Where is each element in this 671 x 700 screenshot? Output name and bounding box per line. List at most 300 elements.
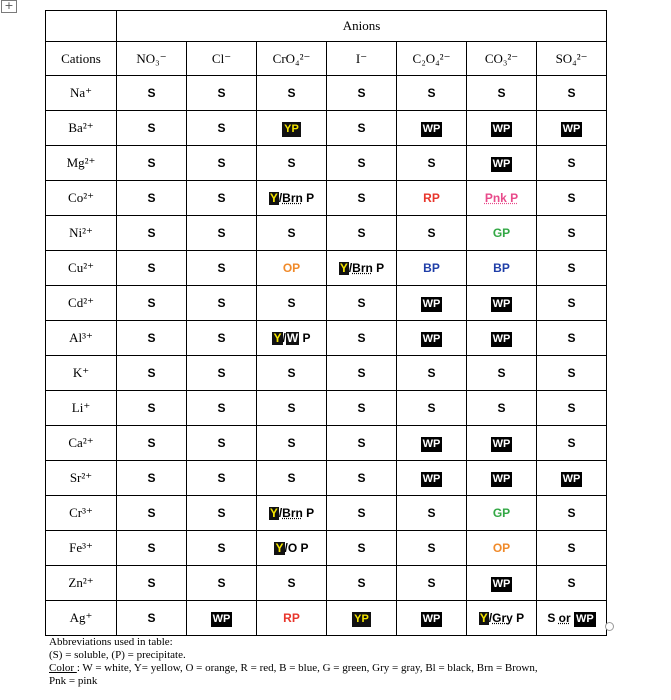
table-row bbox=[46, 251, 607, 286]
yellow-box: Y bbox=[273, 331, 282, 345]
table-cell bbox=[187, 146, 257, 181]
table-cell bbox=[467, 111, 537, 146]
soluble-mark: S bbox=[217, 576, 226, 590]
soluble-mark: S bbox=[567, 261, 576, 275]
slash: /O P bbox=[284, 541, 309, 555]
soluble-mark: S bbox=[147, 296, 156, 310]
slash: / bbox=[278, 506, 283, 520]
yellow-orange-precipitate-mark bbox=[274, 541, 308, 555]
white-precipitate-mark: WP bbox=[422, 298, 441, 310]
table-header-group-row bbox=[46, 11, 607, 42]
soluble-mark: S bbox=[217, 156, 226, 170]
soluble-mark: S bbox=[287, 401, 296, 415]
table-cell bbox=[187, 216, 257, 251]
cation-label: Sr²⁺ bbox=[46, 461, 117, 496]
table-cell bbox=[187, 181, 257, 216]
soluble-mark: S bbox=[217, 86, 226, 100]
blue-precipitate-mark: BP bbox=[493, 261, 510, 275]
soluble-mark: S bbox=[427, 156, 436, 170]
table-cell bbox=[327, 76, 397, 111]
table-cell bbox=[257, 111, 327, 146]
table-cell bbox=[187, 601, 257, 636]
cation-label: Mg²⁺ bbox=[46, 146, 117, 181]
yellow-brown-precipitate-mark bbox=[339, 261, 384, 275]
soluble-mark: S bbox=[567, 366, 576, 380]
precipitate-label: P bbox=[512, 611, 525, 625]
table-cell bbox=[397, 391, 467, 426]
table-cell bbox=[187, 111, 257, 146]
white-precipitate-mark: WP bbox=[422, 333, 441, 345]
soluble-or-white-precipitate-mark bbox=[547, 611, 595, 625]
table-cell bbox=[257, 181, 327, 216]
anion-header: CO₃²⁻ bbox=[467, 42, 537, 76]
cation-label: Ca²⁺ bbox=[46, 426, 117, 461]
table-cell bbox=[537, 111, 607, 146]
soluble-mark: S bbox=[567, 436, 576, 450]
table-cell bbox=[467, 216, 537, 251]
white-box: W bbox=[286, 331, 299, 345]
white-precipitate-mark: WP bbox=[492, 298, 511, 310]
table-cell bbox=[327, 216, 397, 251]
soluble-mark: S bbox=[357, 191, 366, 205]
table-cell bbox=[327, 181, 397, 216]
table-cell bbox=[257, 601, 327, 636]
cation-label: K⁺ bbox=[46, 356, 117, 391]
table-cell bbox=[467, 251, 537, 286]
soluble-mark: S bbox=[217, 226, 226, 240]
soluble-mark: S bbox=[357, 156, 366, 170]
table-cell bbox=[397, 146, 467, 181]
table-row bbox=[46, 601, 607, 636]
soluble-mark: S bbox=[217, 401, 226, 415]
anion-header: SO₄²⁻ bbox=[537, 42, 607, 76]
table-cell bbox=[187, 251, 257, 286]
table-row bbox=[46, 356, 607, 391]
table-cell bbox=[467, 601, 537, 636]
white-precipitate-mark: WP bbox=[492, 438, 511, 450]
cation-label: Cd²⁺ bbox=[46, 286, 117, 321]
anion-header: C₂O₄²⁻ bbox=[397, 42, 467, 76]
red-precipitate-mark: RP bbox=[283, 611, 300, 625]
white-precipitate-mark: WP bbox=[422, 473, 441, 485]
table-cell bbox=[117, 216, 187, 251]
orange-precipitate-mark: OP bbox=[492, 541, 511, 555]
soluble-mark: S bbox=[217, 366, 226, 380]
table-cell bbox=[327, 461, 397, 496]
table-cell bbox=[397, 566, 467, 601]
yellow-box: Y bbox=[269, 191, 278, 205]
soluble-mark: S bbox=[217, 541, 226, 555]
gray-label: Gry bbox=[492, 611, 513, 625]
table-cell bbox=[397, 76, 467, 111]
table-cell bbox=[327, 321, 397, 356]
brown-label: Brn bbox=[282, 191, 303, 205]
table-cell bbox=[537, 146, 607, 181]
table-cell bbox=[467, 286, 537, 321]
yellow-precipitate-mark: YP bbox=[354, 613, 369, 625]
green-precipitate-mark: GP bbox=[492, 226, 511, 240]
table-cell bbox=[327, 566, 397, 601]
table-cell bbox=[327, 146, 397, 181]
soluble-mark: S bbox=[217, 436, 226, 450]
soluble-mark: S bbox=[287, 366, 296, 380]
soluble-mark: S bbox=[147, 121, 156, 135]
table-cell bbox=[327, 251, 397, 286]
table-cell bbox=[257, 216, 327, 251]
notes-pink: Pnk = pink bbox=[49, 675, 98, 687]
soluble-mark: S bbox=[427, 541, 436, 555]
cation-label: Ba²⁺ bbox=[46, 111, 117, 146]
soluble-mark: S bbox=[147, 401, 156, 415]
slash: / bbox=[278, 191, 283, 205]
cation-label: Ni²⁺ bbox=[46, 216, 117, 251]
table-cell bbox=[537, 321, 607, 356]
table-row bbox=[46, 286, 607, 321]
table-cell bbox=[187, 566, 257, 601]
soluble-mark: S bbox=[147, 331, 156, 345]
table-cell bbox=[467, 531, 537, 566]
cation-label: Li⁺ bbox=[46, 391, 117, 426]
soluble-mark: S bbox=[567, 156, 576, 170]
soluble-mark: S bbox=[427, 226, 436, 240]
soluble-mark: S bbox=[497, 366, 506, 380]
table-cell bbox=[467, 146, 537, 181]
anion-header: Cl⁻ bbox=[187, 42, 257, 76]
white-precipitate-mark: WP bbox=[492, 473, 511, 485]
table-cell bbox=[187, 391, 257, 426]
table-cell bbox=[397, 531, 467, 566]
table-cell bbox=[117, 356, 187, 391]
red-precipitate-mark: RP bbox=[423, 191, 440, 205]
cation-label: Co²⁺ bbox=[46, 181, 117, 216]
blue-precipitate-mark: BP bbox=[423, 261, 440, 275]
table-cell bbox=[327, 601, 397, 636]
table-cell bbox=[257, 251, 327, 286]
notes-heading: Abbreviations used in table: bbox=[49, 636, 173, 648]
soluble-mark: S bbox=[357, 576, 366, 590]
corner-cell bbox=[46, 11, 117, 42]
soluble-mark: S bbox=[357, 86, 366, 100]
soluble-mark: S bbox=[567, 331, 576, 345]
table-cell bbox=[537, 76, 607, 111]
table-cell bbox=[327, 391, 397, 426]
table-cell bbox=[117, 496, 187, 531]
yellow-white-precipitate-mark bbox=[272, 331, 310, 345]
table-cell bbox=[397, 111, 467, 146]
cation-label: Fe³⁺ bbox=[46, 531, 117, 566]
table-cell bbox=[117, 181, 187, 216]
table-row bbox=[46, 216, 607, 251]
soluble-mark: S bbox=[567, 191, 576, 205]
table-row bbox=[46, 426, 607, 461]
soluble-mark: S bbox=[287, 296, 296, 310]
slash: / bbox=[488, 611, 493, 625]
soluble-mark: S bbox=[567, 506, 576, 520]
slash: / bbox=[348, 261, 353, 275]
table-cell bbox=[467, 391, 537, 426]
soluble-mark: S bbox=[147, 261, 156, 275]
soluble-mark: S bbox=[567, 226, 576, 240]
table-cell bbox=[187, 321, 257, 356]
table-cell bbox=[397, 216, 467, 251]
soluble-mark: S bbox=[147, 86, 156, 100]
table-cell bbox=[467, 321, 537, 356]
table-cell bbox=[537, 356, 607, 391]
cations-label: Cations bbox=[46, 42, 117, 76]
table-cell bbox=[257, 76, 327, 111]
white-precipitate-mark: WP bbox=[492, 158, 511, 170]
soluble-mark: S bbox=[287, 156, 296, 170]
table-cell bbox=[397, 461, 467, 496]
table-row bbox=[46, 111, 607, 146]
abbreviation-notes bbox=[49, 636, 629, 688]
yellow-box: Y bbox=[269, 506, 278, 520]
table-cell bbox=[537, 216, 607, 251]
table-cell bbox=[187, 356, 257, 391]
table-cell bbox=[327, 111, 397, 146]
soluble-mark: S bbox=[147, 156, 156, 170]
soluble-mark: S bbox=[287, 86, 296, 100]
table-cell bbox=[327, 286, 397, 321]
table-cell bbox=[257, 496, 327, 531]
table-cell bbox=[537, 461, 607, 496]
table-cell bbox=[117, 76, 187, 111]
table-cell bbox=[397, 321, 467, 356]
soluble-mark: S bbox=[147, 436, 156, 450]
table-row bbox=[46, 531, 607, 566]
notes-color-legend: : W = white, Y= yellow, O = orange, R = red, B = blue, G = green, Gry = gray, Bl = black, Brn = Brown, bbox=[76, 662, 538, 674]
precipitate-label: P bbox=[372, 261, 385, 275]
table-cell bbox=[327, 496, 397, 531]
soluble-mark: S bbox=[567, 576, 576, 590]
table-cell bbox=[117, 601, 187, 636]
table-cell bbox=[257, 531, 327, 566]
soluble-mark: S bbox=[217, 261, 226, 275]
soluble-mark: S bbox=[357, 541, 366, 555]
table-cell bbox=[327, 356, 397, 391]
precipitate-label: P bbox=[302, 506, 315, 520]
table-cell bbox=[187, 496, 257, 531]
table-cell bbox=[537, 531, 607, 566]
table-cell bbox=[187, 286, 257, 321]
solubility-table bbox=[45, 10, 607, 636]
soluble-mark: S bbox=[217, 121, 226, 135]
soluble-mark: S bbox=[217, 471, 226, 485]
table-cell bbox=[397, 356, 467, 391]
table-cell bbox=[117, 461, 187, 496]
table-cell bbox=[537, 601, 607, 636]
soluble-mark: S bbox=[287, 226, 296, 240]
soluble-mark: S bbox=[147, 366, 156, 380]
soluble-mark: S bbox=[217, 506, 226, 520]
cation-label: Ag⁺ bbox=[46, 601, 117, 636]
table-cell bbox=[327, 531, 397, 566]
soluble-mark: S bbox=[147, 471, 156, 485]
table-cell bbox=[537, 496, 607, 531]
table-cell bbox=[117, 286, 187, 321]
table-cell bbox=[257, 321, 327, 356]
table-cell bbox=[467, 461, 537, 496]
table-cell bbox=[257, 286, 327, 321]
table-cell bbox=[467, 426, 537, 461]
table-cell bbox=[117, 321, 187, 356]
table-cell bbox=[257, 566, 327, 601]
soluble-mark: S bbox=[147, 191, 156, 205]
table-cell bbox=[187, 76, 257, 111]
soluble-mark: S bbox=[357, 471, 366, 485]
notes-color-label: Color bbox=[49, 662, 77, 674]
table-row bbox=[46, 566, 607, 601]
slash: / bbox=[282, 331, 286, 345]
precipitate-label: P bbox=[302, 191, 315, 205]
white-precipitate-mark: WP bbox=[576, 613, 594, 625]
white-precipitate-mark: WP bbox=[492, 578, 511, 590]
table-cell bbox=[257, 356, 327, 391]
soluble-mark: S bbox=[497, 401, 506, 415]
soluble-mark: S bbox=[567, 86, 576, 100]
soluble-mark: S bbox=[147, 576, 156, 590]
table-cell bbox=[327, 426, 397, 461]
white-precipitate-mark: WP bbox=[492, 333, 511, 345]
table-cell bbox=[467, 181, 537, 216]
notes-soluble-precipitate: (S) = soluble, (P) = precipitate. bbox=[49, 649, 186, 661]
green-precipitate-mark: GP bbox=[492, 506, 511, 520]
soluble-mark: S bbox=[147, 611, 156, 625]
table-row bbox=[46, 76, 607, 111]
table-resize-handle[interactable] bbox=[605, 622, 614, 631]
table-cell bbox=[537, 426, 607, 461]
white-precipitate-mark: WP bbox=[562, 473, 581, 485]
anion-header: CrO₄²⁻ bbox=[257, 42, 327, 76]
yellow-box: Y bbox=[339, 261, 348, 275]
soluble-mark: S bbox=[147, 506, 156, 520]
soluble-mark: S bbox=[357, 366, 366, 380]
table-row bbox=[46, 496, 607, 531]
white-precipitate-mark: WP bbox=[492, 123, 511, 135]
table-cell bbox=[397, 181, 467, 216]
table-cell bbox=[117, 111, 187, 146]
yellow-brown-precipitate-mark bbox=[269, 506, 314, 520]
white-precipitate-mark: WP bbox=[562, 123, 581, 135]
brown-label: Brn bbox=[282, 506, 303, 520]
soluble-mark: S bbox=[567, 401, 576, 415]
table-cell bbox=[467, 76, 537, 111]
white-precipitate-mark: WP bbox=[422, 613, 441, 625]
soluble-mark: S bbox=[427, 401, 436, 415]
soluble-mark: S bbox=[357, 296, 366, 310]
table-cell bbox=[257, 426, 327, 461]
table-cell bbox=[467, 356, 537, 391]
yellow-box: Y bbox=[275, 541, 284, 555]
soluble-mark: S bbox=[357, 436, 366, 450]
soluble-mark: S bbox=[357, 226, 366, 240]
precipitate-label: P bbox=[299, 331, 311, 345]
soluble-mark: S bbox=[357, 401, 366, 415]
soluble-mark: S bbox=[357, 331, 366, 345]
yellow-box: Y bbox=[479, 611, 488, 625]
table-cell bbox=[117, 531, 187, 566]
table-cell bbox=[257, 391, 327, 426]
table-cell bbox=[537, 566, 607, 601]
orange-precipitate-mark: OP bbox=[282, 261, 301, 275]
anion-header: I⁻ bbox=[327, 42, 397, 76]
soluble-mark: S bbox=[357, 121, 366, 135]
yellow-gray-precipitate-mark bbox=[479, 611, 524, 625]
or-label: or bbox=[558, 611, 571, 625]
table-row bbox=[46, 391, 607, 426]
table-cell bbox=[187, 461, 257, 496]
table-cell bbox=[397, 601, 467, 636]
table-row bbox=[46, 461, 607, 496]
soluble-mark: S bbox=[427, 366, 436, 380]
anions-group-header: Anions bbox=[117, 11, 607, 42]
yellow-brown-precipitate-mark bbox=[269, 191, 314, 205]
table-cell bbox=[187, 426, 257, 461]
soluble-mark: S bbox=[217, 296, 226, 310]
cation-label: Na⁺ bbox=[46, 76, 117, 111]
soluble-mark: S bbox=[497, 86, 506, 100]
table-cell bbox=[117, 251, 187, 286]
soluble-mark: S bbox=[287, 436, 296, 450]
soluble-mark: S bbox=[287, 471, 296, 485]
soluble-mark: S bbox=[427, 576, 436, 590]
table-cell bbox=[117, 426, 187, 461]
soluble-label: S bbox=[547, 611, 559, 625]
table-row bbox=[46, 146, 607, 181]
table-cell bbox=[117, 566, 187, 601]
table-cell bbox=[537, 391, 607, 426]
yellow-precipitate-mark: YP bbox=[284, 123, 299, 135]
table-row bbox=[46, 321, 607, 356]
table-cell bbox=[187, 531, 257, 566]
table-cell bbox=[397, 251, 467, 286]
soluble-mark: S bbox=[427, 86, 436, 100]
white-precipitate-mark: WP bbox=[422, 438, 441, 450]
soluble-mark: S bbox=[427, 506, 436, 520]
table-cell bbox=[537, 181, 607, 216]
table-cell bbox=[117, 146, 187, 181]
white-precipitate-mark: WP bbox=[422, 123, 441, 135]
pink-precipitate-mark: Pnk P bbox=[484, 191, 519, 205]
soluble-mark: S bbox=[357, 506, 366, 520]
table-move-handle[interactable]: + bbox=[1, 0, 17, 13]
soluble-mark: S bbox=[217, 191, 226, 205]
table-cell bbox=[257, 461, 327, 496]
soluble-mark: S bbox=[287, 576, 296, 590]
soluble-mark: S bbox=[147, 541, 156, 555]
table-cell bbox=[537, 251, 607, 286]
table-cell bbox=[117, 391, 187, 426]
notes-color-key bbox=[49, 662, 629, 675]
white-precipitate-mark: WP bbox=[212, 613, 231, 625]
soluble-mark: S bbox=[567, 541, 576, 555]
table-cell bbox=[397, 496, 467, 531]
table-cell bbox=[467, 566, 537, 601]
cation-label: Cu²⁺ bbox=[46, 251, 117, 286]
soluble-mark: S bbox=[567, 296, 576, 310]
brown-label: Brn bbox=[352, 261, 373, 275]
cation-label: Zn²⁺ bbox=[46, 566, 117, 601]
anion-header-row bbox=[46, 42, 607, 76]
cation-label: Cr³⁺ bbox=[46, 496, 117, 531]
table-cell bbox=[397, 426, 467, 461]
soluble-mark: S bbox=[147, 226, 156, 240]
table-cell bbox=[397, 286, 467, 321]
table-cell bbox=[257, 146, 327, 181]
table-cell bbox=[467, 496, 537, 531]
cation-label: Al³⁺ bbox=[46, 321, 117, 356]
table-row bbox=[46, 181, 607, 216]
